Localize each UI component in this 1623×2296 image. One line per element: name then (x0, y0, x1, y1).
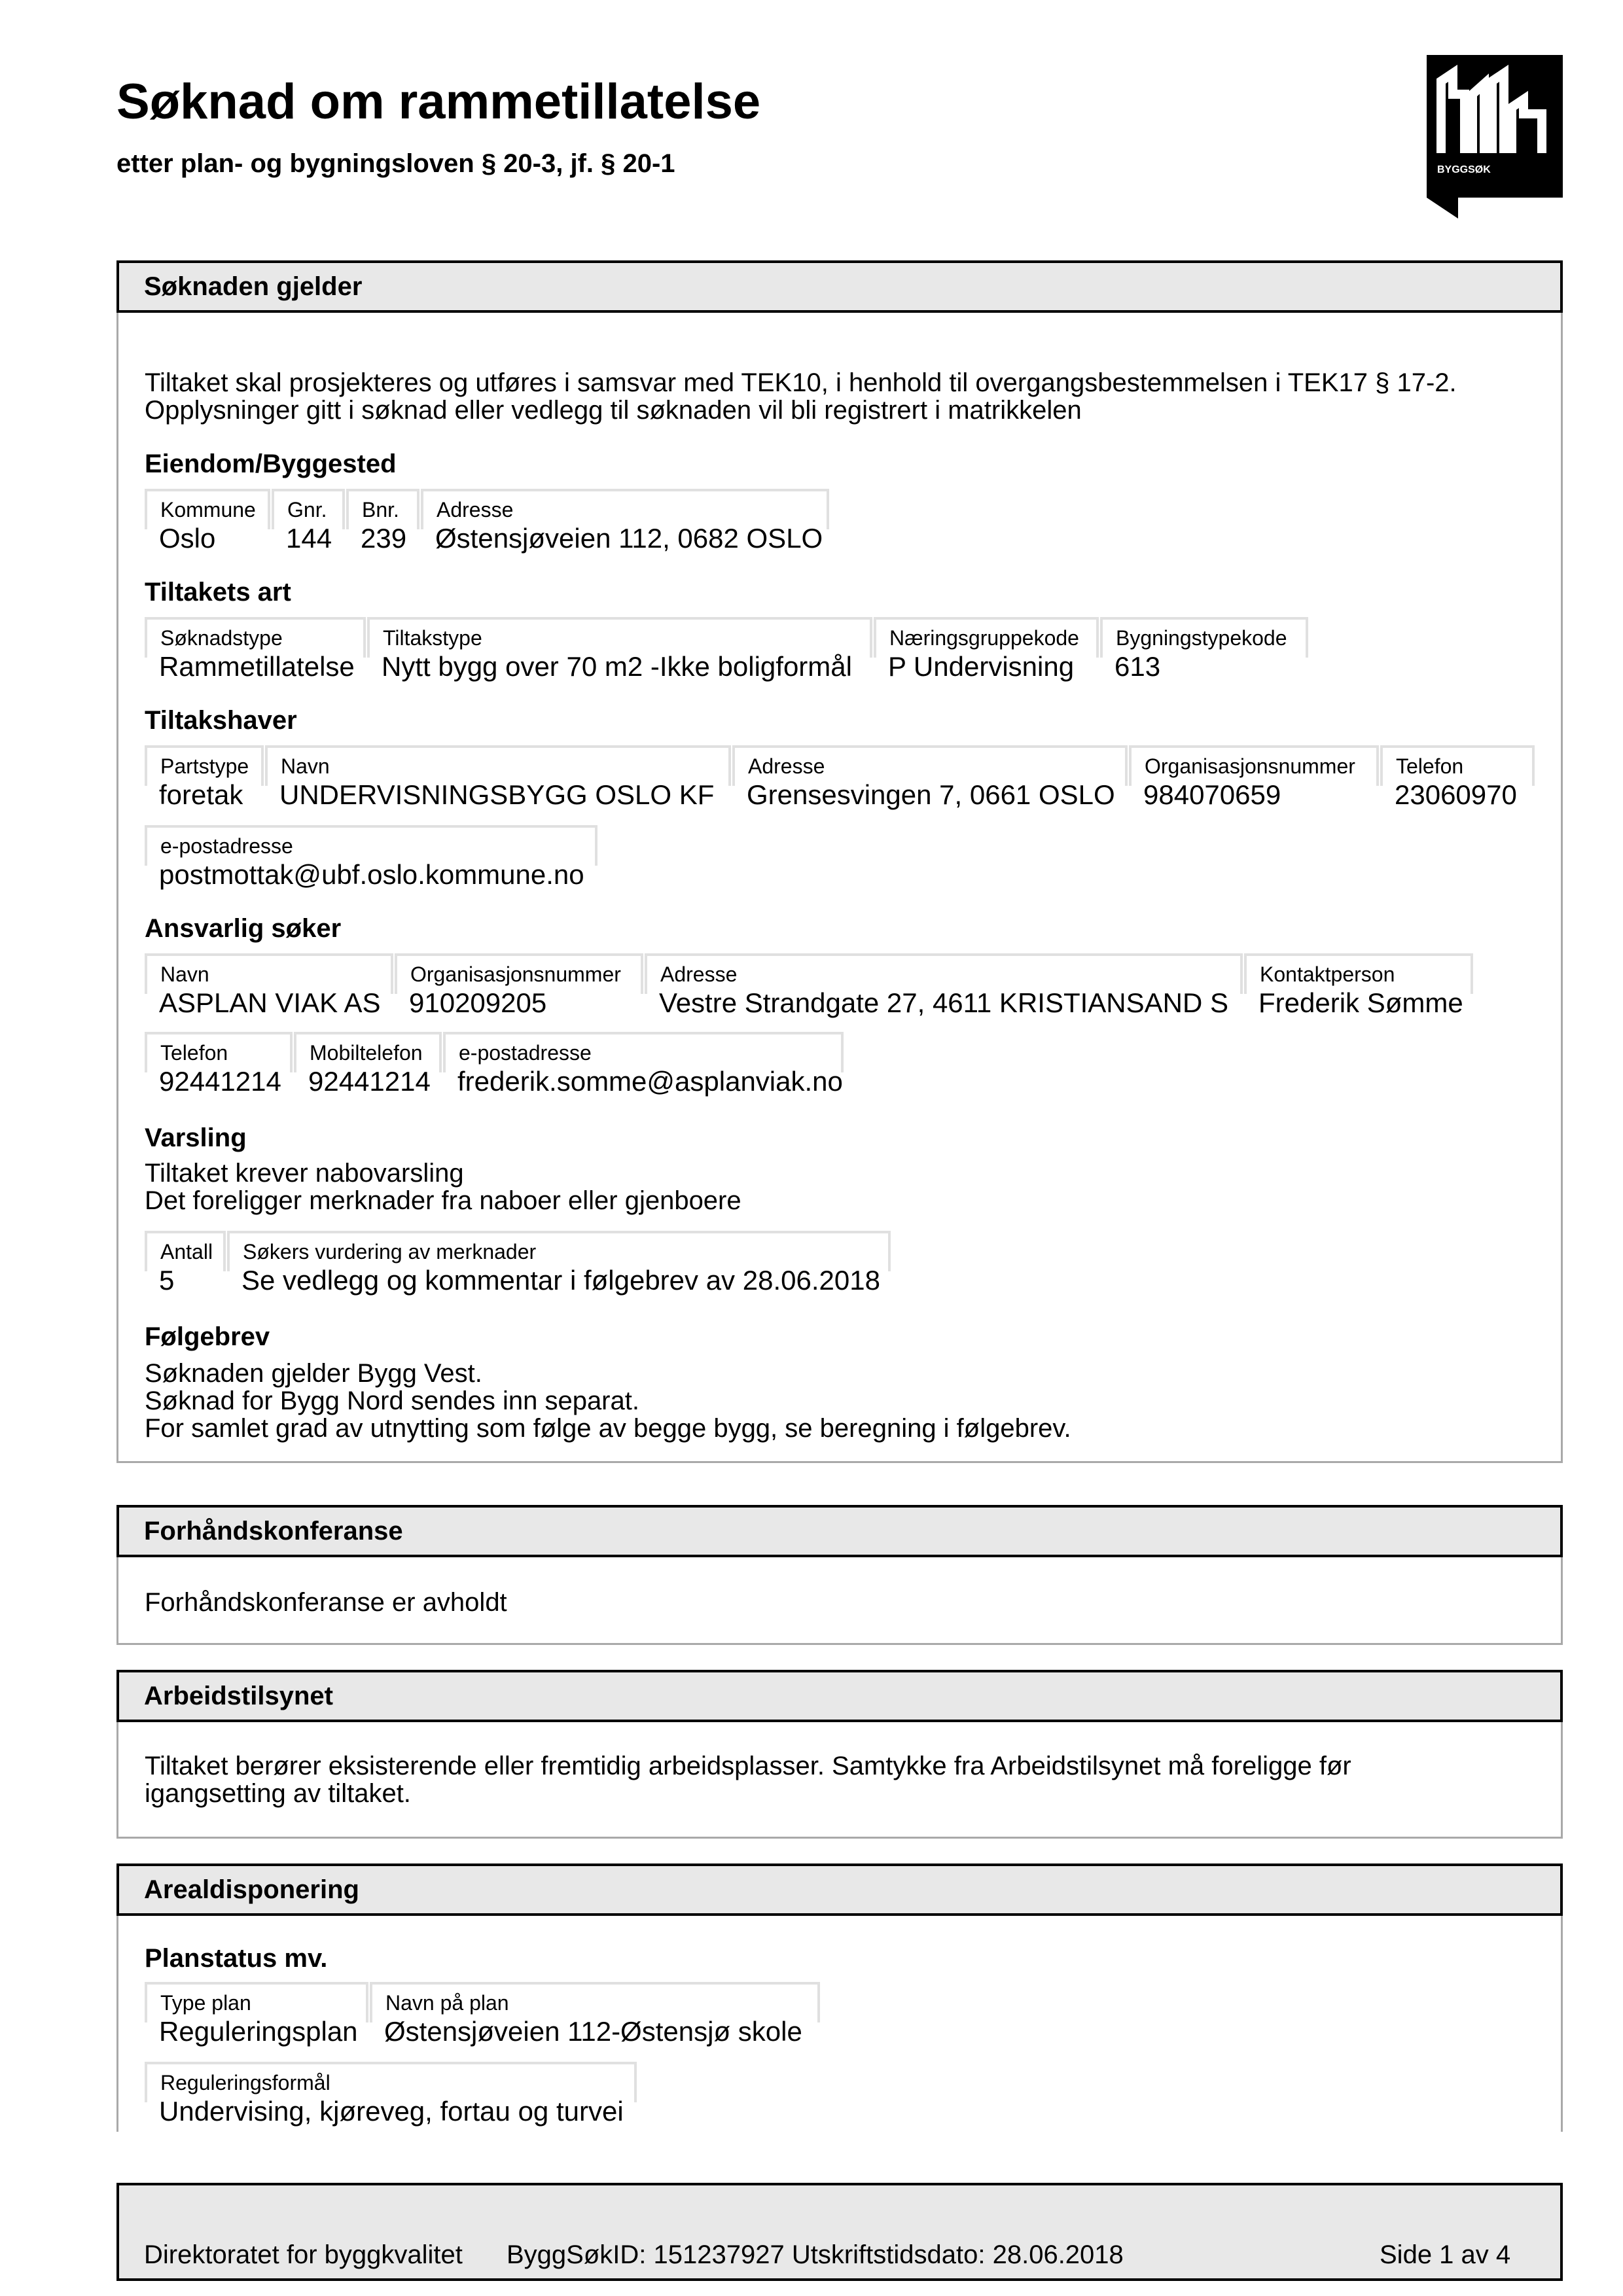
field-label-navn-pa-plan: Navn på plan (370, 1982, 820, 2022)
varsling-heading: Varsling (145, 1123, 247, 1152)
arbeidstilsynet-text-1: Tiltaket berører eksisterende eller fremtidig arbeidsplasser. Samtykke fra Arbeidstilsynet må foreligge før (145, 1752, 1351, 1780)
value-kontaktperson: Frederik Sømme (1258, 987, 1463, 1018)
value-navn: ASPLAN VIAK AS (159, 987, 381, 1018)
value-navn: UNDERVISNINGSBYGG OSLO KF (279, 779, 715, 810)
field-label-adresse: Adresse (645, 953, 1243, 994)
field-label-organisasjonsnummer: Organisasjonsnummer (395, 953, 643, 994)
field-label-organisasjonsnummer: Organisasjonsnummer (1129, 745, 1379, 786)
value-epost: postmottak@ubf.oslo.kommune.no (159, 859, 584, 890)
value-naeringsgruppekode: P Undervisning (888, 651, 1075, 682)
forhandskonferanse-text: Forhåndskonferanse er avholdt (145, 1588, 507, 1617)
planstatus-heading: Planstatus mv. (145, 1944, 328, 1973)
tiltakets-art-heading: Tiltakets art (145, 578, 291, 607)
tiltakshaver-heading: Tiltakshaver (145, 706, 297, 735)
value-telefon: 92441214 (159, 1066, 281, 1097)
value-type-plan: Reguleringsplan (159, 2016, 358, 2047)
field-label-adresse: Adresse (732, 745, 1128, 786)
value-gnr: 144 (286, 523, 332, 554)
value-bnr: 239 (361, 523, 407, 554)
field-label-partstype: Partstype (145, 745, 264, 786)
arbeidstilsynet-text-2: igangsetting av tiltaket. (145, 1779, 411, 1808)
value-telefon: 23060970 (1395, 779, 1517, 810)
footer-organisation: Direktoratet for byggkvalitet (144, 2240, 463, 2269)
field-label-naeringsgruppekode: Næringsgruppekode (874, 617, 1099, 658)
field-label-reguleringsformal: Reguleringsformål (145, 2062, 637, 2102)
field-label-kontaktperson: Kontaktperson (1244, 953, 1473, 994)
value-kommune: Oslo (159, 523, 216, 554)
field-label-navn: Navn (265, 745, 731, 786)
folgebrev-text-2: Søknad for Bygg Nord sendes inn separat. (145, 1386, 639, 1415)
section-forhandskonferanse (116, 1505, 1563, 1645)
page-footer (116, 2183, 1563, 2281)
varsling-text-1: Tiltaket krever nabovarsling (145, 1159, 464, 1188)
varsling-text-2: Det foreligger merknader fra naboer eller gjenboere (145, 1186, 741, 1215)
value-soknadstype: Rammetillatelse (159, 651, 355, 682)
field-label-antall: Antall (145, 1231, 226, 1271)
eiendom-heading: Eiendom/Byggested (145, 450, 397, 478)
field-label-telefon: Telefon (145, 1032, 293, 1072)
value-mobiltelefon: 92441214 (308, 1066, 431, 1097)
field-label-mobiltelefon: Mobiltelefon (294, 1032, 442, 1072)
section-heading: Arealdisponering (116, 1863, 1563, 1916)
value-adresse: Østensjøveien 112, 0682 OSLO (435, 523, 823, 554)
ansvarlig-soker-heading: Ansvarlig søker (145, 914, 342, 943)
field-label-bnr: Bnr. (346, 489, 419, 529)
field-label-epost: e-postadresse (145, 825, 597, 866)
field-label-vurdering: Søkers vurdering av merknader (227, 1231, 891, 1271)
field-label-tiltakstype: Tiltakstype (367, 617, 872, 658)
section-heading: Arbeidstilsynet (116, 1670, 1563, 1722)
value-adresse: Vestre Strandgate 27, 4611 KRISTIANSAND S (659, 987, 1229, 1018)
page-title: Søknad om rammetillatelse (116, 74, 761, 130)
field-label-type-plan: Type plan (145, 1982, 368, 2022)
field-label-bygningstypekode: Bygningstypekode (1100, 617, 1308, 658)
field-label-gnr: Gnr. (272, 489, 345, 529)
intro-text-1: Tiltaket skal prosjekteres og utføres i samsvar med TEK10, i henhold til overgangsbestemmelsen i TEK17 § 17-2. (145, 368, 1457, 397)
section-arbeidstilsynet (116, 1670, 1563, 1839)
field-label-navn: Navn (145, 953, 393, 994)
footer-document-id: ByggSøkID: 151237927 Utskriftstidsdato: 28.06.2018 (507, 2240, 1124, 2269)
byggsok-logo (1427, 55, 1563, 219)
field-label-soknadstype: Søknadstype (145, 617, 366, 658)
value-tiltakstype: Nytt bygg over 70 m2 -Ikke boligformål (382, 651, 852, 682)
svg-text:BYGGSØK: BYGGSØK (1437, 164, 1491, 175)
field-label-telefon: Telefon (1380, 745, 1535, 786)
section-heading: Forhåndskonferanse (116, 1505, 1563, 1557)
folgebrev-text-1: Søknaden gjelder Bygg Vest. (145, 1359, 482, 1388)
section-heading: Søknaden gjelder (116, 260, 1563, 313)
value-antall: 5 (159, 1265, 175, 1296)
intro-text-2: Opplysninger gitt i søknad eller vedlegg til søknaden vil bli registrert i matrikkelen (145, 396, 1082, 425)
footer-page-number: Side 1 av 4 (1380, 2240, 1511, 2269)
value-reguleringsformal: Undervising, kjøreveg, fortau og turvei (159, 2096, 624, 2127)
field-label-epost: e-postadresse (443, 1032, 844, 1072)
value-organisasjonsnummer: 910209205 (409, 987, 547, 1018)
folgebrev-heading: Følgebrev (145, 1322, 270, 1351)
value-vurdering: Se vedlegg og kommentar i følgebrev av 28.06.2018 (241, 1265, 880, 1296)
folgebrev-text-3: For samlet grad av utnytting som følge av begge bygg, se beregning i følgebrev. (145, 1414, 1071, 1443)
value-adresse: Grensesvingen 7, 0661 OSLO (747, 779, 1115, 810)
field-label-kommune: Kommune (145, 489, 270, 529)
field-label-adresse: Adresse (421, 489, 829, 529)
value-epost: frederik.somme@asplanviak.no (457, 1066, 843, 1097)
page-subtitle: etter plan- og bygningsloven § 20-3, jf. § 20-1 (116, 149, 675, 178)
section-soknaden-gjelder (116, 260, 1563, 1463)
value-bygningstypekode: 613 (1115, 651, 1161, 682)
value-partstype: foretak (159, 779, 243, 810)
value-organisasjonsnummer: 984070659 (1143, 779, 1281, 810)
section-arealdisponering (116, 1863, 1563, 2132)
value-navn-pa-plan: Østensjøveien 112-Østensjø skole (384, 2016, 802, 2047)
